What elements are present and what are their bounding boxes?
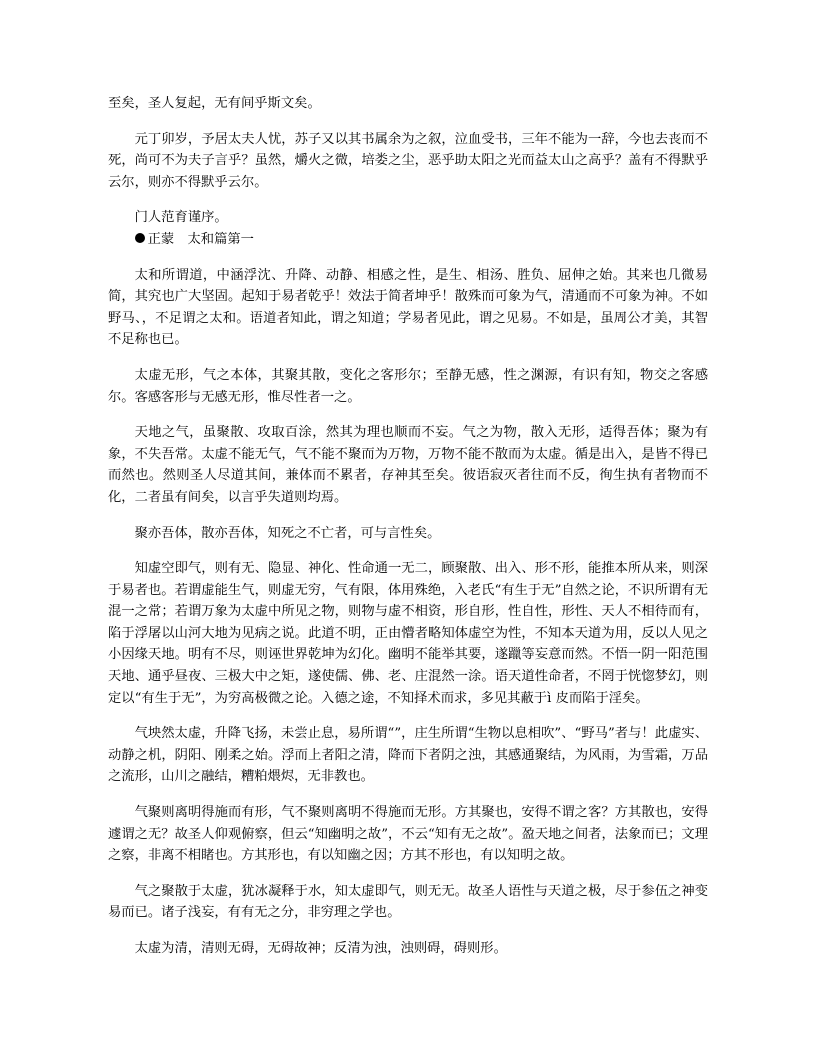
body-paragraph: 气之聚散于太虚，犹冰凝释于水，知太虚即气，则无无。故圣人语性与天道之极，尽于参伍之神变易而已。诸子浅妄，有有无之分，非穷理之学也。 (108, 883, 708, 921)
preface-paragraph: 元丁卯岁，予居太夫人忧，苏子又以其书属余为之叙，泣血受书，三年不能为一辞，今也去丧而不死，尚可不为夫子言乎？虽然，爝火之微，培娄之尘，恶乎助太阳之光而益太山之高乎？盖有不得默乎云尔，则亦不得默乎云尔。 (108, 131, 708, 190)
body-paragraph: 气聚则离明得施而有形，气不聚则离明不得施而无形。方其聚也，安得不谓之客？方其散也，安得遽谓之无？故圣人仰观俯察，但云“知幽明之故”，不云“知有无之故”。盈天地之间者，法象而已；文理之察，非离不相睹也。方其形也，有以知幽之因；方其不形也，有以知明之故。 (108, 805, 708, 864)
bullet-icon (135, 233, 145, 243)
body-paragraph: 太虚无形，气之本体，其聚其散，变化之客形尔；至静无感，性之渊源，有识有知，物交之客感尔。客感客形与无感无形，惟尽性者一之。 (108, 367, 708, 405)
signature-line: 门人范育谨序。 (134, 210, 228, 226)
body-paragraph: 太虚为清，清则无碍，无碍故神；反清为浊，浊则碍，碍则形。 (134, 941, 507, 956)
chapter-title: 太和篇第一 (187, 231, 254, 247)
document-page (108, 93, 708, 960)
intro-line: 至矣，圣人复起，无有间乎斯文矣。 (108, 96, 321, 111)
chapter-prefix: 正蒙 (147, 231, 175, 247)
body-paragraph: 气坱然太虚，升降飞扬，未尝止息，易所谓“”，庄生所谓“生物以息相吹”、“野马”者与！此虚实、动静之机，阴阳、刚柔之始。浮而上者阳之清，降而下者阴之浊，其感通聚结，为风雨，为雪霜，万品之流形，山川之融结，糟粕煨烬，无非教也。 (108, 726, 708, 785)
chapter-heading (108, 229, 708, 251)
body-paragraph: 天地之气，虽聚散、攻取百涂，然其为理也顺而不妄。气之为物，散入无形，适得吾体；聚为有象，不失吾常。太虚不能无气，气不能不聚而为万物，万物不能不散而为太虚。循是出入，是皆不得已而然也。然则圣人尽道其间，兼体而不累者，存神其至矣。彼语寂灭者往而不反，徇生执有者物而不化，二者虽有间矣，以言乎失道则均焉。 (108, 425, 708, 505)
body-paragraph: 聚亦吾体，散亦吾体，知死之不亡者，可与言性矣。 (134, 525, 441, 541)
body-paragraph: 知虚空即气，则有无、隐显、神化、性命通一无二，顾聚散、出入、形不形，能推本所从来，则深于易者也。若谓虚能生气，则虚无穷，气有限，体用殊绝，入老氏“有生于无”自然之论，不识所谓有无混一之常；若谓万象为太虚中所见之物，则物与虚不相资，形自形，性自性，形性、天人不相待而有，陷于浮屠以山河大地为见病之说。此道不明，正由懵者略知体虚空为性，不知本天道为用，反以人见之小因缘天地。明有不尽，则诬世界乾坤为幻化。幽明不能举其要，遂躐等妄意而然。不悟一阴一阳范围天地、通乎昼夜、三极大中之矩，遂使儒、佛、老、庄混然一涂。语天道性命者，不罔于恍惚梦幻，则定以“有生于无”，为穷高极微之论。入德之途，不知择术而求，多见其蔽于ì 皮而陷于淫矣。 (108, 561, 708, 706)
body-paragraph: 太和所谓道，中涵浮沈、升降、动静、相感之性，是生、相汤、胜负、屈伸之始。其来也几微易简，其究也广大坚固。起知于易者乾乎！效法于简者坤乎！散殊而可象为气，清通而不可象为神。不如野马、，不足谓之太和。语道者知此，谓之知道；学易者见此，谓之见易。不如是，虽周公才美，其智不足称也已。 (108, 267, 708, 348)
